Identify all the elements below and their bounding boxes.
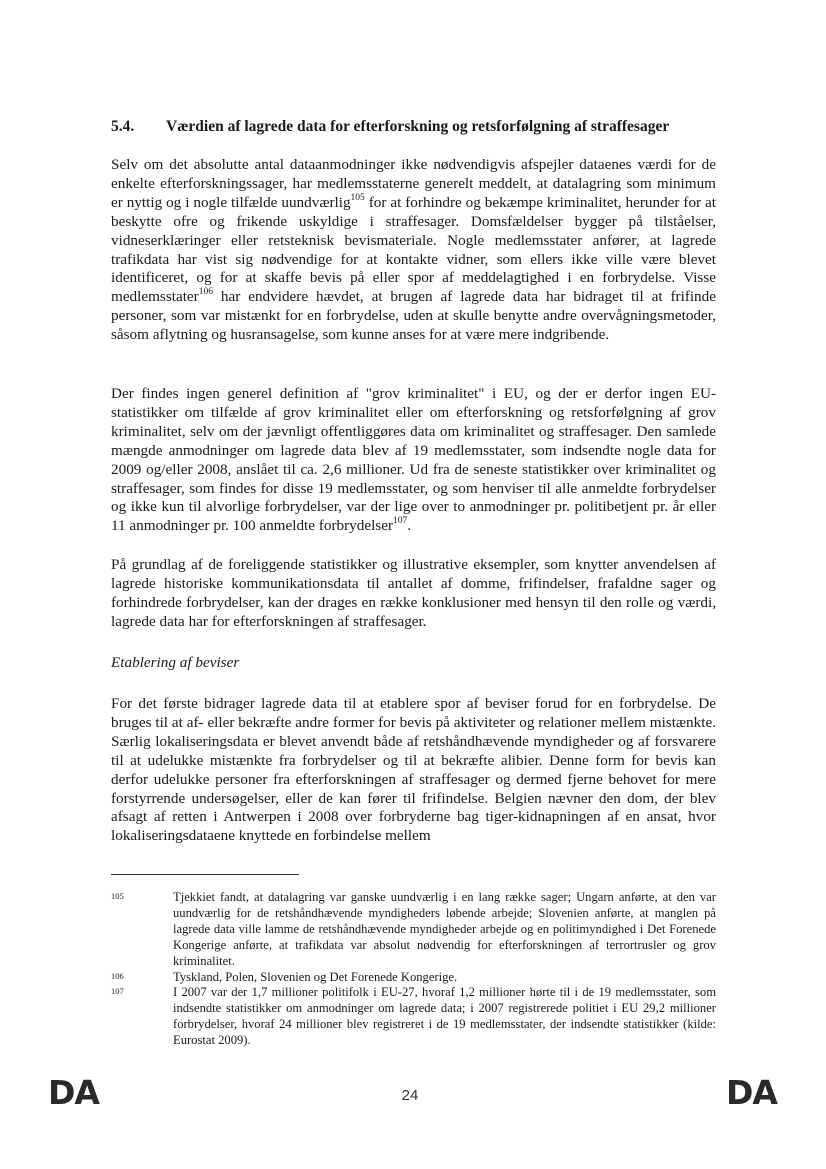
paragraph-1-text-c: har endvidere hævdet, at brugen af lagrede data har bidraget til at frifinde personer, som var mistænkt for en forbrydelse, uden at skulle benytte andre overvågningsmetoder, såsom aflytning og husransagelse, som kunne anses for at være mere indgribende. (111, 288, 716, 344)
section-heading (111, 117, 731, 137)
paragraph-3-text: På grundlag af de foreliggende statistikker og illustrative eksempler, som knytter anvendelsen af lagrede historiske kommunikationsdata til antallet af domme, frifindelser, frafaldne sager og forhindrede forbrydelser, kan der drages en række konklusioner med hensyn til den rolle og værdi, lagrede data har for efterforskningen af straffesager. (111, 556, 716, 630)
paragraph-4 (111, 695, 716, 846)
footnote-text: Tjekkiet fandt, at datalagring var ganske uundværlig i en lang række sager; Ungarn anførte, at den var uundværlig for de retshåndhævende myndigheders løbende arbejde; Slovenien anførte, at manglen på lagrede data ville lamme de retshåndhævende myndigheder arbejde og en politimyndighed i Det Forenede Kongerige anførte, at trafikdata var absolut nødvendig for efterforskningen af terrortrusler og grov kriminalitet. (173, 890, 716, 968)
footnote-ref-107: 107 (393, 516, 408, 527)
footnote-number: 105 (111, 891, 124, 901)
footnote-ref-106: 106 (198, 287, 213, 298)
footnote-text: Tyskland, Polen, Slovenien og Det Forenede Kongerige. (173, 969, 458, 984)
footnote (111, 890, 716, 970)
paragraph-2 (111, 385, 716, 536)
footnote (111, 970, 716, 986)
subheading: Etablering af beviser (111, 654, 240, 671)
paragraph-1-text-a: Selv om det absolutte antal dataanmodninger ikke nødvendigvis afspejler dataenes værdi for de enkelte efterforskningssager, har medlemsstaterne generelt meddelt, at datalagring som minimum er nyttig og i nogle tilfælde uundværlig (111, 156, 716, 211)
page-number: 24 (401, 1087, 419, 1104)
footnote-divider (111, 874, 299, 875)
footnote (111, 985, 716, 1049)
paragraph-3 (111, 556, 716, 632)
section-title: Værdien af lagrede data for efterforskning og retsforfølgning af straffesager (166, 118, 670, 135)
footnote-number: 107 (111, 986, 124, 997)
paragraph-4-text: For det første bidrager lagrede data til at etablere spor af beviser forud for en forbrydelse. De bruges til at af- eller bekræfte andre former for bevis på aktiviteter og relationer mellem mistænkte. Særlig lokaliseringsdata er blevet anvendt både af retshåndhævende myndigheder og af forsvarere til at udelukke mistænkte fra forbrydelser og til at bekræfte alibier. Denne form for bevis kan derfor udelukke personer fra efterforskningen af straffesager og dermed fjerne behovet for mere forstyrrende undersøgelser, eller de kan fører til frifindelse. Belgien nævner den dom, der blev afsagt af retten i Antwerpen i 2008 over forbryderne bag tiger-kidnapningen af en ansat, hvor lokaliseringsdataene knyttede en forbindelse mellem (111, 695, 716, 845)
footnote-number: 106 (111, 970, 124, 981)
paragraph-2-text-a: Der findes ingen generel definition af "grov kriminalitet" i EU, og der er derfor ingen EU-statistikker om tilfælde af grov kriminalitet eller om efterforskning og retsforfølgning af grov kriminalitet, selv om der jævnligt offentliggøres data om kriminalitet og straffesager. Den samlede mængde anmodninger om lagrede data blev af 19 medlemsstater, som indsendte nogle data for 2009 og/eller 2008, anslået til ca. 2,6 millioner. Ud fra de seneste statistikker over kriminalitet og straffesager, som findes for disse 19 medlemsstater, og som henviser til alle anmeldte forbrydelser og ikke kun til alvorlige forbrydelser, var der lige over to anmodninger pr. politibetjent pr. år eller 11 anmodninger pr. 100 anmeldte forbrydelser (111, 385, 716, 535)
language-code-left: DA (48, 1073, 99, 1112)
footnote-text: I 2007 var der 1,7 millioner politifolk i EU-27, hvoraf 1,2 millioner hørte til i de 19 medlemsstater, som indsendte statistikker om anmodninger om lagrede data; i 2007 registrerede politiet i EU 29,2 millioner forbrydelser, hvoraf 24 millioner blev registreret i de 19 medlemsstater, der indsendte statistikker (kilde: Eurostat 2009). (173, 985, 716, 1048)
paragraph-1 (111, 156, 716, 345)
paragraph-2-text-b: . (407, 517, 412, 535)
footnotes (111, 890, 716, 1049)
section-number: 5.4. (111, 118, 135, 135)
footnote-ref-105: 105 (350, 192, 365, 203)
language-code-right: DA (726, 1073, 777, 1112)
paragraph-1-text-b: for at forhindre og bekæmpe kriminalitet, herunder for at beskytte ofre og frikende uskyldige i straffesager. Domsfældelser bygger på tilståelser, vidneserklæringer eller retsteknisk bevismateriale. Nogle medlemsstater anfører, at lagrede trafikdata har vist sig nødvendige for at kontakte vidner, som ellers ikke ville være blevet identificeret, og for at skaffe bevis på eller spor af meddelagtighed i en forbrydelse. Visse medlemsstater (111, 193, 716, 306)
